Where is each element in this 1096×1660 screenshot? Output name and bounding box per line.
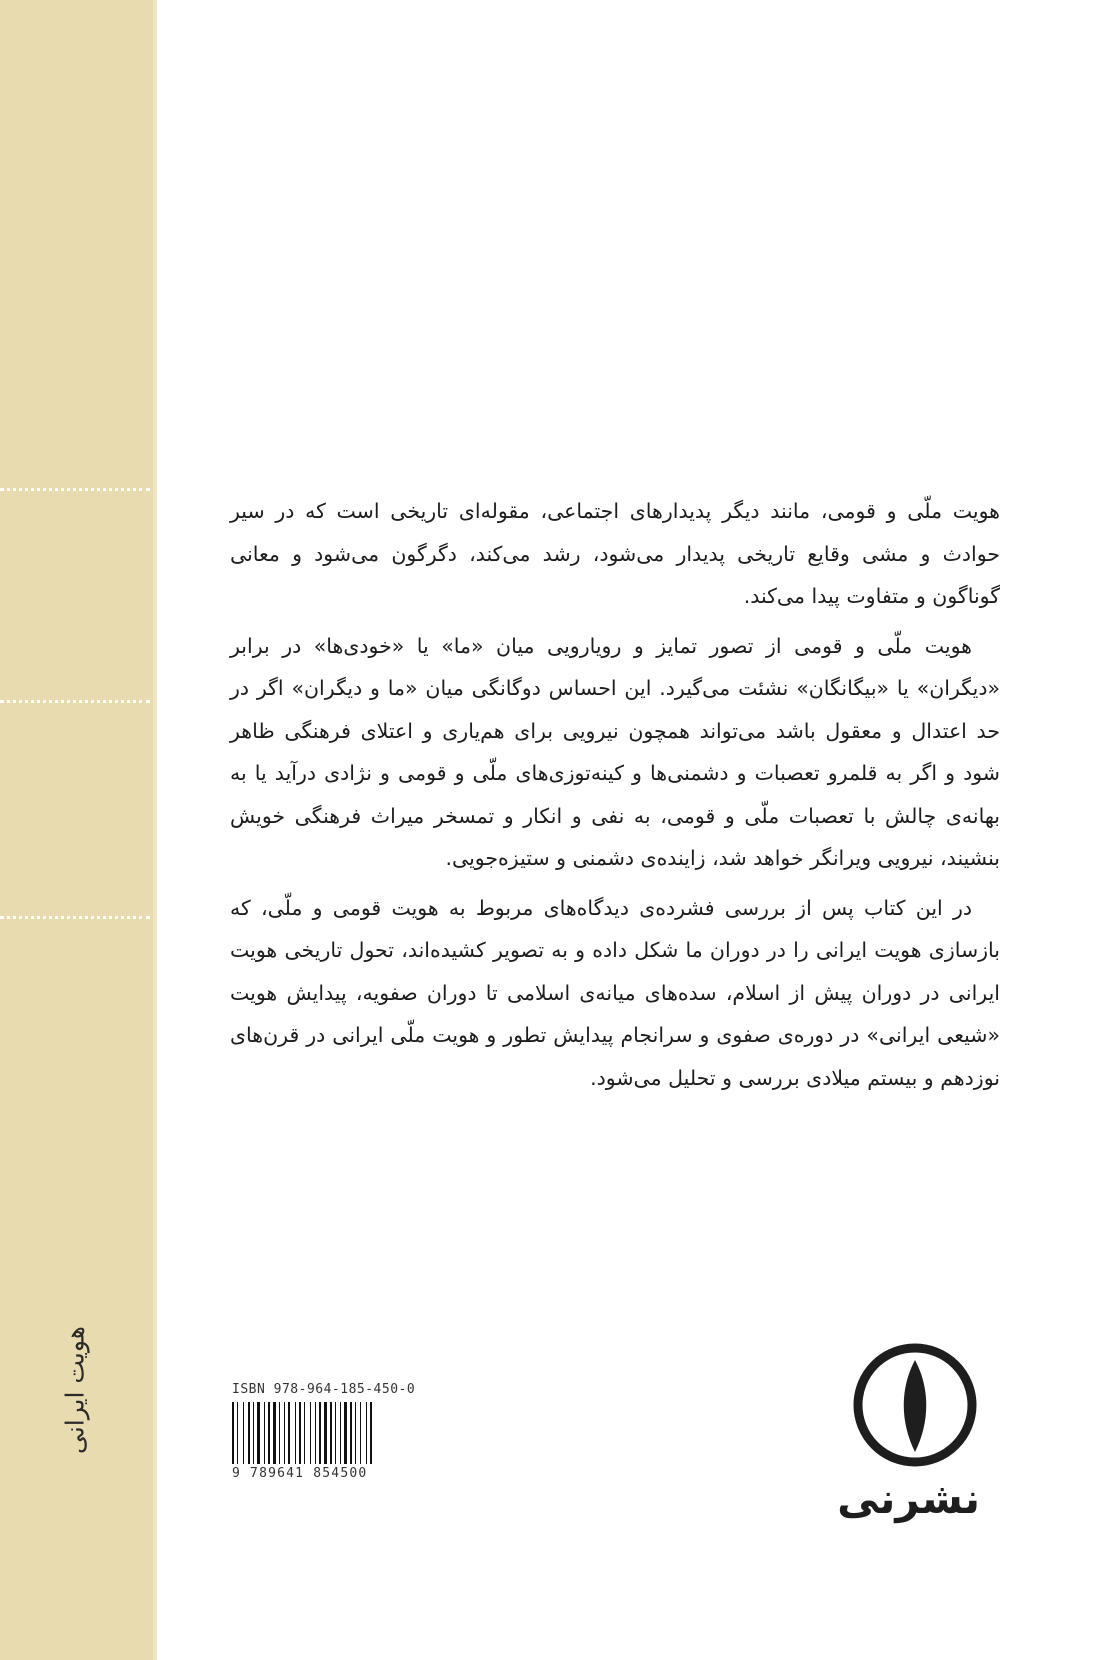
spine-dotted-line [0,488,150,491]
barcode-bar [368,1402,369,1464]
barcode-bar [295,1402,296,1464]
barcode-bar [264,1402,265,1464]
barcode-bar [344,1402,347,1464]
barcode-bar [335,1402,336,1464]
barcode-bar [268,1402,270,1464]
barcode-bar [317,1402,318,1464]
barcode-bar [319,1402,321,1464]
barcode-bar [357,1402,359,1464]
barcode-bar [261,1402,263,1464]
barcode-bar [239,1402,242,1464]
spine-title [60,1290,90,1490]
barcode-bar [333,1402,334,1464]
barcode-bar [271,1402,272,1464]
publisher-name: نشرنی [837,1474,980,1523]
barcode-bar [245,1402,247,1464]
barcode-bar [255,1402,256,1464]
spine-title-text: هویت ایرانی [60,1326,90,1454]
barcode-bar [237,1402,238,1464]
barcode-bar [284,1402,285,1464]
barcode-bar [328,1402,329,1464]
barcode-bar [370,1402,372,1464]
barcode-bar [304,1402,305,1464]
spine-dotted-line [0,916,150,919]
back-cover-blurb [230,490,1000,1106]
barcode-bar [355,1402,356,1464]
barcode-bar [297,1402,298,1464]
barcode-bar [360,1402,361,1464]
barcode-bar [257,1402,260,1464]
barcode-bar [330,1402,332,1464]
barcode-bar [273,1402,276,1464]
barcode-bar [253,1402,254,1464]
ney-reed-icon [850,1340,980,1470]
publisher-logo [837,1340,980,1540]
barcode-bar [322,1402,323,1464]
barcode-bar [312,1402,314,1464]
barcode-bar [362,1402,365,1464]
spine-dotted-line [0,700,150,703]
barcode-bar [342,1402,343,1464]
barcode-bar [266,1402,267,1464]
barcode-bar [277,1402,278,1464]
barcode-bar [281,1402,283,1464]
barcode-bar [299,1402,301,1464]
blurb-paragraph-3: در این کتاب پس از بررسی فشرده‌ی دیدگاه‌های مربوط به هویت قومی و ملّی، که بازسازی هویت ایرانی را در دوران ما شکل داده و به تصویر کشیده‌اند، تحول تاریخی هویت ایرانی در دوران پیش از اسلام، سده‌های میانه‌ی اسلامی تا دوران صفویه، پیدایش هویت «شیعی ایرانی» در دوره‌ی صفوی و سرانجام پیدایش تطور و هویت ملّی ایرانی در قرن‌های نوزدهم و بیستم میلادی بررسی و تحلیل می‌شود. [230,895,1000,1090]
spine-edge [153,0,157,1660]
barcode-bar [302,1402,303,1464]
barcode-bar [279,1402,280,1464]
isbn-barcode [232,1382,422,1482]
isbn-label: ISBN 978-964-185-450-0 [232,1382,416,1397]
barcode-bar [315,1402,316,1464]
barcode-bar [340,1402,341,1464]
barcode-bar [310,1402,311,1464]
barcode-bar [286,1402,287,1464]
barcode-bar [348,1402,349,1464]
barcode-bar [353,1402,354,1464]
blurb-paragraph-1: هویت ملّی و قومی، مانند دیگر پدیدارهای اجتماعی، مقوله‌ای تاریخی است که در سیر حوادث و مشی وقایع تاریخی پدیدار می‌شود، رشد می‌کند، دگرگون می‌شود و معانی گوناگون و متفاوت پیدا می‌کند. [230,499,1000,608]
barcode-bar [288,1402,290,1464]
barcode-bar [243,1402,244,1464]
barcode-bars [232,1402,418,1464]
barcode-bar [251,1402,252,1464]
barcode-bar [248,1402,250,1464]
barcode-bar [324,1402,327,1464]
barcode-bar [306,1402,309,1464]
barcode-bar [291,1402,294,1464]
barcode-bar [350,1402,352,1464]
barcode-digits: 9 789641 854500 [232,1466,368,1481]
barcode-bar [366,1402,367,1464]
barcode-bar [235,1402,236,1464]
barcode-bar [232,1402,234,1464]
barcode-bar [337,1402,339,1464]
blurb-paragraph-2: هویت ملّی و قومی از تصور تمایز و رویارویی میان «ما» یا «خودی‌ها» در برابر «دیگران» یا «بیگانگان» نشئت می‌گیرد. این احساس دوگانگی میان «ما و دیگران» اگر در حد اعتدال و معقول باشد می‌تواند همچون نیرویی برای هم‌یاری و اعتلای فرهنگی ظاهر شود و اگر به قلمرو تعصبات و دشمنی‌ها و کینه‌توزی‌های ملّی و قومی و نژادی درآید یا به بهانه‌ی چالش با تعصبات ملّی و قومی، به نفی و انکار و تمسخر میراث فرهنگی خویش بنشیند، نیرویی ویرانگر خواهد شد، زاینده‌ی دشمنی و ستیزه‌جویی. [230,633,1000,870]
